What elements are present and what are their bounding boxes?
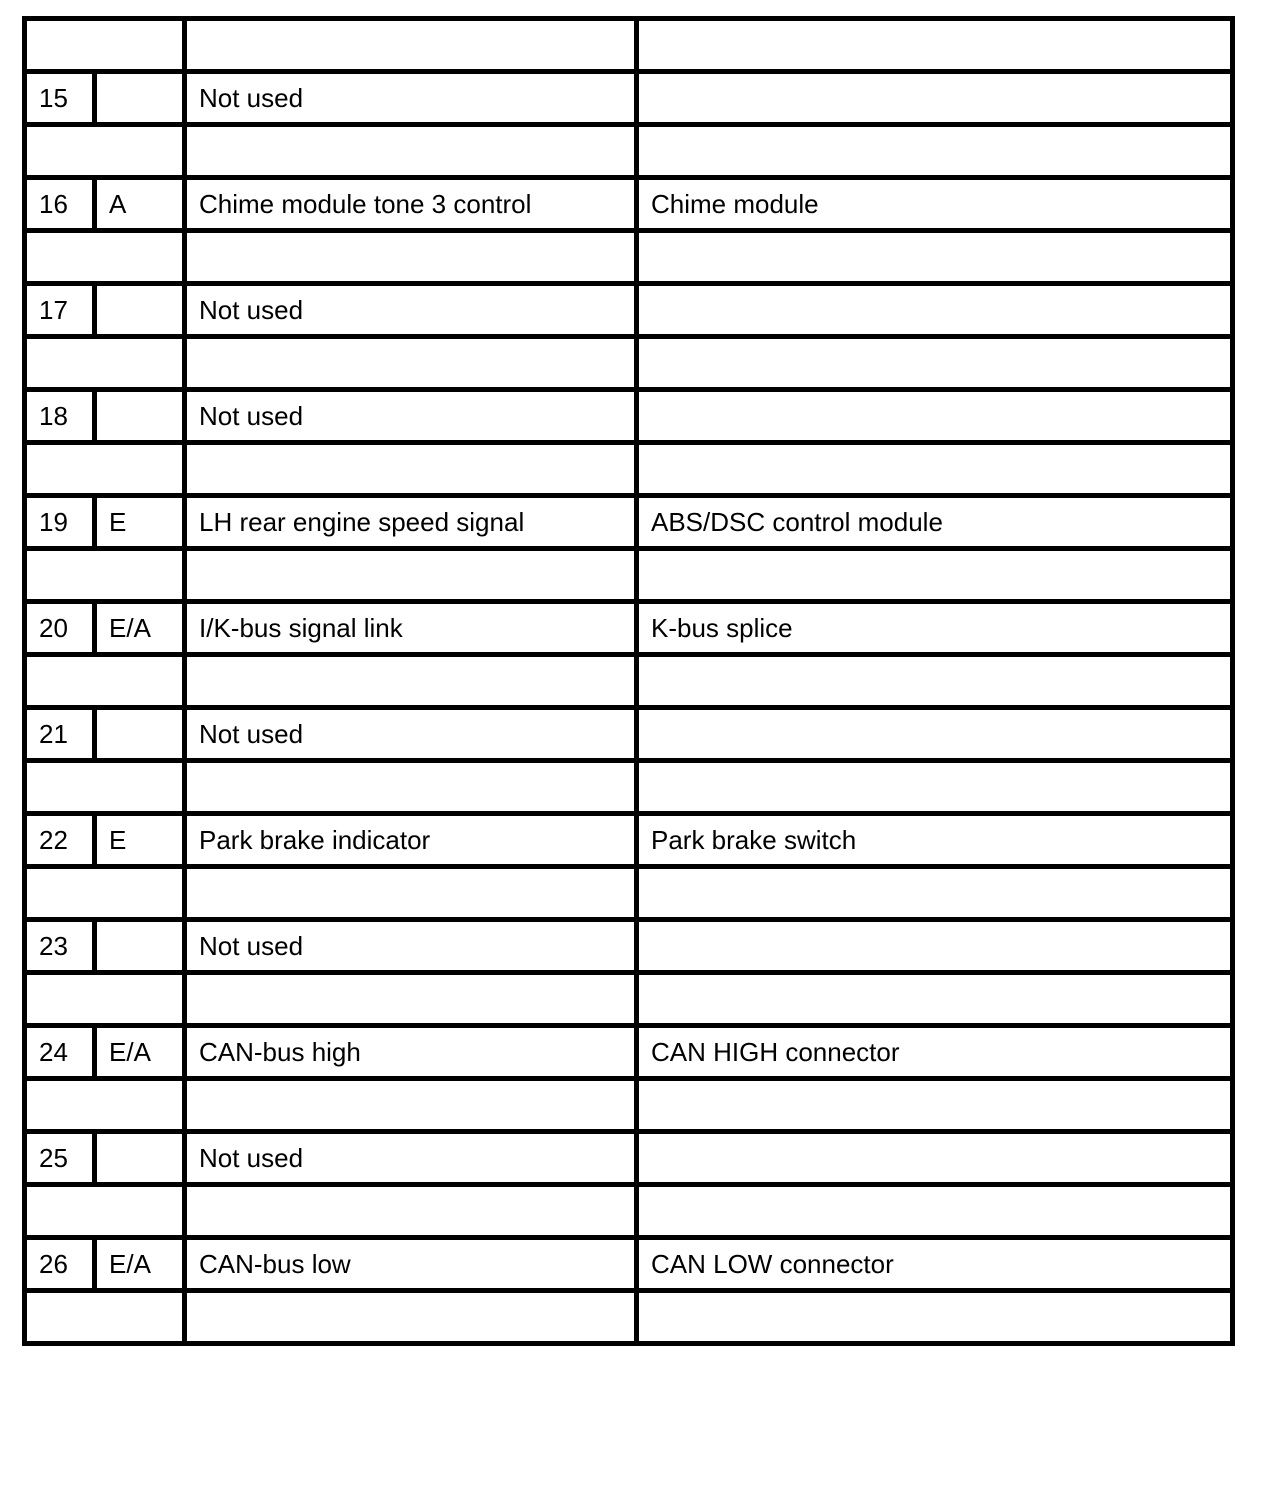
signal-type-cell — [95, 708, 185, 761]
pin-number-cell: 17 — [25, 284, 95, 337]
spacer-cell-pin — [25, 337, 185, 390]
description-cell: Not used — [185, 1132, 637, 1185]
pin-number-cell: 15 — [25, 72, 95, 125]
description-cell: Chime module tone 3 control — [185, 178, 637, 231]
spacer-cell-description — [185, 1079, 637, 1132]
spacer-cell-pin — [25, 443, 185, 496]
description-cell: CAN-bus high — [185, 1026, 637, 1079]
spacer-cell-connection — [637, 655, 1233, 708]
pin-row — [25, 920, 1233, 973]
signal-type-cell: E/A — [95, 1026, 185, 1079]
spacer-row — [25, 19, 1233, 72]
signal-type-cell — [95, 1132, 185, 1185]
spacer-cell-pin — [25, 125, 185, 178]
pin-number-cell: 18 — [25, 390, 95, 443]
pin-number-cell: 23 — [25, 920, 95, 973]
pin-number-cell: 16 — [25, 178, 95, 231]
signal-type-cell: E — [95, 814, 185, 867]
signal-type-cell: E — [95, 496, 185, 549]
spacer-cell-connection — [637, 1291, 1233, 1344]
spacer-cell-description — [185, 1291, 637, 1344]
signal-type-cell — [95, 284, 185, 337]
description-cell: Park brake indicator — [185, 814, 637, 867]
description-cell: I/K-bus signal link — [185, 602, 637, 655]
spacer-row — [25, 125, 1233, 178]
connection-cell — [637, 920, 1233, 973]
description-cell: LH rear engine speed signal — [185, 496, 637, 549]
description-cell: CAN-bus low — [185, 1238, 637, 1291]
connection-cell: CAN HIGH connector — [637, 1026, 1233, 1079]
pin-table-body — [25, 19, 1233, 1344]
pin-row — [25, 1132, 1233, 1185]
spacer-cell-connection — [637, 549, 1233, 602]
pin-row — [25, 1026, 1233, 1079]
spacer-cell-pin — [25, 655, 185, 708]
pin-row — [25, 178, 1233, 231]
connection-cell — [637, 72, 1233, 125]
spacer-cell-pin — [25, 867, 185, 920]
spacer-cell-description — [185, 761, 637, 814]
spacer-cell-pin — [25, 549, 185, 602]
spacer-row — [25, 761, 1233, 814]
pin-row — [25, 72, 1233, 125]
spacer-cell-pin — [25, 19, 185, 72]
spacer-cell-connection — [637, 867, 1233, 920]
spacer-cell-connection — [637, 1079, 1233, 1132]
spacer-cell-pin — [25, 761, 185, 814]
spacer-row — [25, 231, 1233, 284]
spacer-cell-connection — [637, 231, 1233, 284]
pin-row — [25, 814, 1233, 867]
description-cell: Not used — [185, 920, 637, 973]
signal-type-cell: E/A — [95, 1238, 185, 1291]
signal-type-cell — [95, 920, 185, 973]
pin-number-cell: 25 — [25, 1132, 95, 1185]
spacer-cell-connection — [637, 19, 1233, 72]
spacer-cell-pin — [25, 1079, 185, 1132]
pin-row — [25, 284, 1233, 337]
spacer-cell-description — [185, 125, 637, 178]
pin-row — [25, 1238, 1233, 1291]
pin-assignment-table — [22, 16, 1235, 1346]
spacer-cell-connection — [637, 443, 1233, 496]
connection-cell — [637, 1132, 1233, 1185]
pin-row — [25, 390, 1233, 443]
spacer-row — [25, 1291, 1233, 1344]
description-cell: Not used — [185, 72, 637, 125]
spacer-cell-pin — [25, 1185, 185, 1238]
spacer-cell-description — [185, 231, 637, 284]
spacer-cell-description — [185, 19, 637, 72]
spacer-cell-description — [185, 549, 637, 602]
spacer-row — [25, 337, 1233, 390]
spacer-cell-pin — [25, 973, 185, 1026]
signal-type-cell — [95, 390, 185, 443]
pin-row — [25, 496, 1233, 549]
spacer-cell-pin — [25, 231, 185, 284]
spacer-cell-description — [185, 443, 637, 496]
connection-cell: ABS/DSC control module — [637, 496, 1233, 549]
spacer-cell-description — [185, 1185, 637, 1238]
connection-cell — [637, 390, 1233, 443]
spacer-cell-description — [185, 337, 637, 390]
pin-row — [25, 602, 1233, 655]
pin-number-cell: 24 — [25, 1026, 95, 1079]
spacer-cell-pin — [25, 1291, 185, 1344]
spacer-cell-connection — [637, 973, 1233, 1026]
description-cell: Not used — [185, 284, 637, 337]
spacer-row — [25, 655, 1233, 708]
spacer-cell-description — [185, 867, 637, 920]
spacer-cell-connection — [637, 1185, 1233, 1238]
spacer-cell-description — [185, 655, 637, 708]
description-cell: Not used — [185, 708, 637, 761]
spacer-cell-connection — [637, 761, 1233, 814]
signal-type-cell — [95, 72, 185, 125]
connection-cell: K-bus splice — [637, 602, 1233, 655]
spacer-row — [25, 867, 1233, 920]
signal-type-cell: A — [95, 178, 185, 231]
spacer-row — [25, 1079, 1233, 1132]
spacer-cell-connection — [637, 337, 1233, 390]
pin-row — [25, 708, 1233, 761]
signal-type-cell: E/A — [95, 602, 185, 655]
spacer-row — [25, 1185, 1233, 1238]
pin-number-cell: 19 — [25, 496, 95, 549]
connection-cell — [637, 708, 1233, 761]
pin-number-cell: 22 — [25, 814, 95, 867]
connection-cell — [637, 284, 1233, 337]
connection-cell: CAN LOW connector — [637, 1238, 1233, 1291]
pin-number-cell: 21 — [25, 708, 95, 761]
description-cell: Not used — [185, 390, 637, 443]
spacer-row — [25, 443, 1233, 496]
pin-number-cell: 26 — [25, 1238, 95, 1291]
spacer-row — [25, 549, 1233, 602]
connection-cell: Park brake switch — [637, 814, 1233, 867]
spacer-row — [25, 973, 1233, 1026]
spacer-cell-description — [185, 973, 637, 1026]
connection-cell: Chime module — [637, 178, 1233, 231]
pin-number-cell: 20 — [25, 602, 95, 655]
spacer-cell-connection — [637, 125, 1233, 178]
